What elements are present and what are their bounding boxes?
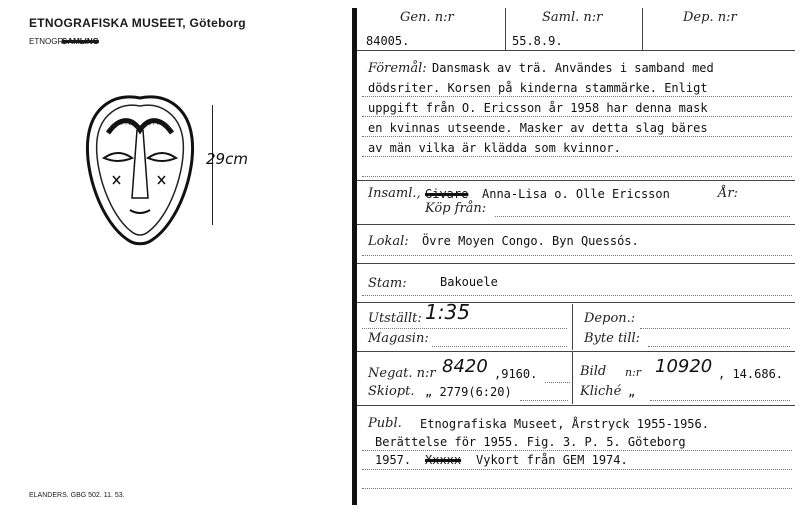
ar-label: År: <box>718 186 738 201</box>
header-divider-1 <box>505 8 506 50</box>
foremal-line-4: en kvinnas utseende. Masker av detta slag bäres <box>368 121 708 135</box>
stam-rule <box>357 302 795 303</box>
stam-value: Bakouele <box>440 275 498 289</box>
skiopt-value: „ 2779(6:20) <box>425 385 512 399</box>
saml-nr-label: Saml. n:r <box>542 10 603 25</box>
foremal-line-1: Dansmask av trä. Användes i samband med <box>432 61 714 75</box>
publ-line-3-a: 1957. <box>375 453 412 467</box>
insaml-value: Anna-Lisa o. Olle Ericsson <box>482 187 670 201</box>
insaml-struck: Givare <box>425 187 469 201</box>
insaml-rule <box>357 224 795 225</box>
bild-hand-value: 10920 <box>655 356 713 377</box>
publ-line-3-struck: Xxxxx <box>425 453 462 467</box>
negat-value: ,9160. <box>494 367 538 381</box>
publ-line-3-b: Vykort från GEM 1974. <box>476 453 628 467</box>
saml-nr-value: 55.8.9. <box>512 34 563 48</box>
card-divider <box>352 8 357 505</box>
magasin-label: Magasin: <box>368 331 429 346</box>
lokal-label: Lokal: <box>368 234 409 249</box>
publ-line-2: Berättelse för 1955. Fig. 3. P. 5. Göteborg <box>375 435 686 449</box>
utst-rule <box>357 351 795 352</box>
gen-nr-label: Gen. n:r <box>400 10 454 25</box>
kliche-value: „ <box>628 385 636 399</box>
skiopt-label: Skiopt. <box>368 384 415 399</box>
bild-nr-label: n:r <box>625 366 642 379</box>
foremal-rule <box>357 180 795 181</box>
bild-label: Bild <box>580 364 607 379</box>
foremal-line-2: dödsriter. Korsen på kinderna stammärke. Enligt <box>368 81 708 95</box>
foremal-line-5: av män vilka är klädda som kvinnor. <box>368 141 621 155</box>
negat-rule <box>357 405 795 406</box>
museum-title: ETNOGRAFISKA MUSEET, Göteborg <box>29 16 246 30</box>
foremal-line-3: uppgift från O. Ericsson år 1958 har denna mask <box>368 101 708 115</box>
printer-imprint: ELANDERS. GBG 502. 11. 53. <box>29 492 125 499</box>
negat-label: Negat. n:r <box>368 366 436 381</box>
etnogr-struck: SAMLING <box>62 37 99 46</box>
foremal-label: Föremål: <box>368 61 427 76</box>
kliche-label: Kliché <box>580 384 622 399</box>
mask-sketch <box>80 88 200 253</box>
publ-label: Publ. <box>368 416 402 431</box>
byte-till-label: Byte till: <box>584 331 641 346</box>
lokal-rule <box>357 263 795 264</box>
lokal-value: Övre Moyen Congo. Byn Quessós. <box>422 234 639 248</box>
utst-divider <box>572 304 573 350</box>
etnogr-label: ETNOGR. <box>29 37 66 46</box>
bild-value: , 14.686. <box>718 367 784 381</box>
negat-hand-value: 8420 <box>442 356 488 377</box>
stam-label: Stam: <box>368 276 407 291</box>
utstallt-label: Utställt: <box>368 311 422 326</box>
kop-fran-label: Köp från: <box>425 201 487 216</box>
header-rule <box>357 50 795 51</box>
height-note: 29cm <box>206 150 248 168</box>
negat-divider <box>572 352 573 404</box>
utstallt-value: 1:35 <box>425 300 470 324</box>
publ-line-1: Etnografiska Museet, Årstryck 1955-1956. <box>420 417 709 431</box>
depon-label: Depon.: <box>584 311 636 326</box>
gen-nr-value: 84005. <box>366 34 410 48</box>
dep-nr-label: Dep. n:r <box>683 10 737 25</box>
header-divider-2 <box>642 8 643 50</box>
insaml-label: Insaml., <box>368 186 421 201</box>
